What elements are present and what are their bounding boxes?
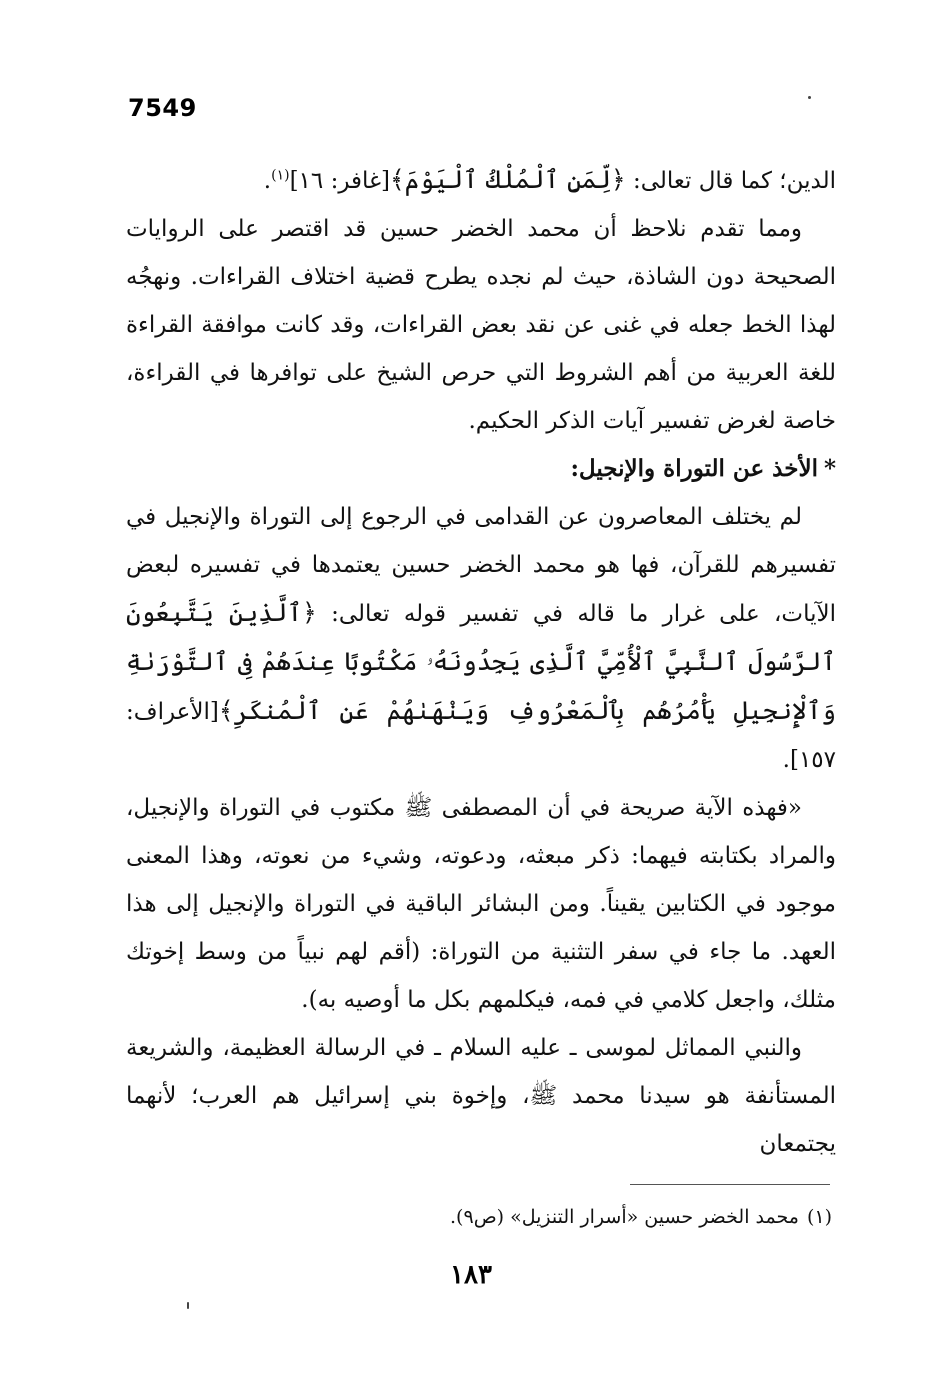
paragraph-continuation: [126, 156, 836, 205]
paragraph-quotation: «فهذه الآية صريحة في أن المصطفى ﷺ مكتوب في التوراة والإنجيل، والمراد بكتابته فيهما: ذكر مبعثه، ودعوته، وشيء من نعوته، وهذا المعنى موجود في الكتابين يقيناً. ومن البشائر الباقية في التوراة والإنجيل إلى هذا العهد. ما جاء في سفر التثنية من التوراة: (أقم لهم نبياً من وسط إخوتك مثلك، واجعل كلامي في فمه، فيكلمهم بكل ما أوصيه به).: [126, 795, 836, 1013]
page-number: ١٨٣: [450, 1260, 492, 1290]
heading-bullet: *: [823, 455, 836, 482]
footnote-number: (١): [806, 1206, 832, 1228]
paragraph: [126, 493, 836, 784]
verse-reference: [الأعراف: ١٥٧]: [126, 699, 836, 773]
verse-reference: [غافر: ١٦]: [289, 168, 391, 194]
scan-speck: [808, 96, 811, 99]
paragraph: والنبي المماثل لموسى ـ عليه السلام ـ في الرسالة العظيمة، والشريعة المستأنفة هو سيدنا محمد ﷺ، وإخوة بني إسرائيل هم العرب؛ لأنهما يجتمعان: [126, 1035, 836, 1157]
footnote: [132, 1203, 832, 1231]
period: .: [782, 747, 790, 773]
footnote-text: محمد الخضر حسين «أسرار التنزيل» (ص٩).: [450, 1206, 799, 1228]
paragraph: ومما تقدم نلاحظ أن محمد الخضر حسين قد اقتصر على الروايات الصحيحة دون الشاذة، حيث لم نجده يطرح قضية اختلاف القراءات. ونهجُه لهذا الخط جعله في غنى عن نقد بعض القراءات، وقد كانت موافقة القراءة للغة العربية من أهم الشروط التي حرص الشيخ على توافرها في القراءة، خاصة لغرض تفسير آيات الذكر الحكيم.: [126, 216, 836, 434]
main-text: [126, 156, 836, 1168]
heading-text: الأخذ عن التوراة والإنجيل:: [570, 455, 818, 482]
paragraph-text: لم يختلف المعاصرون عن القدامى في الرجوع إلى التوراة والإنجيل في تفسيرهم للقرآن، فها هو محمد الخضر حسين يعتمدها في تفسيره لبعض الآيات، على غرار ما قاله في تفسير قوله تعالى:: [126, 504, 837, 627]
footnote-marker: (١): [271, 167, 290, 184]
scan-speck: [187, 1302, 189, 1309]
quran-verse: ﴿ٱلَّذِينَ يَتَّبِعُونَ ٱلرَّسُولَ ٱلنَّبِيَّ ٱلْأُمِّيَّ ٱلَّذِى يَجِدُونَهُۥ مَكْتُوبًا عِندَهُمْ فِى ٱلتَّوْرَىٰةِ وَٱلْإِنجِيلِ يَأْمُرُهُم بِٱلْمَعْرُوفِ وَيَنْهَىٰهُمْ عَنِ ٱلْمُنكَرِ﴾: [126, 598, 836, 725]
period: .: [263, 168, 272, 194]
page-id-number: 7549: [128, 94, 197, 122]
footnote-divider: [630, 1184, 830, 1185]
paragraph-text: الدين؛ كما قال تعالى:: [625, 168, 836, 194]
section-heading: [126, 445, 836, 493]
quran-verse: ﴿لِّمَنِ ٱلْمُلْكُ ٱلْيَوْمَ﴾: [390, 165, 626, 194]
